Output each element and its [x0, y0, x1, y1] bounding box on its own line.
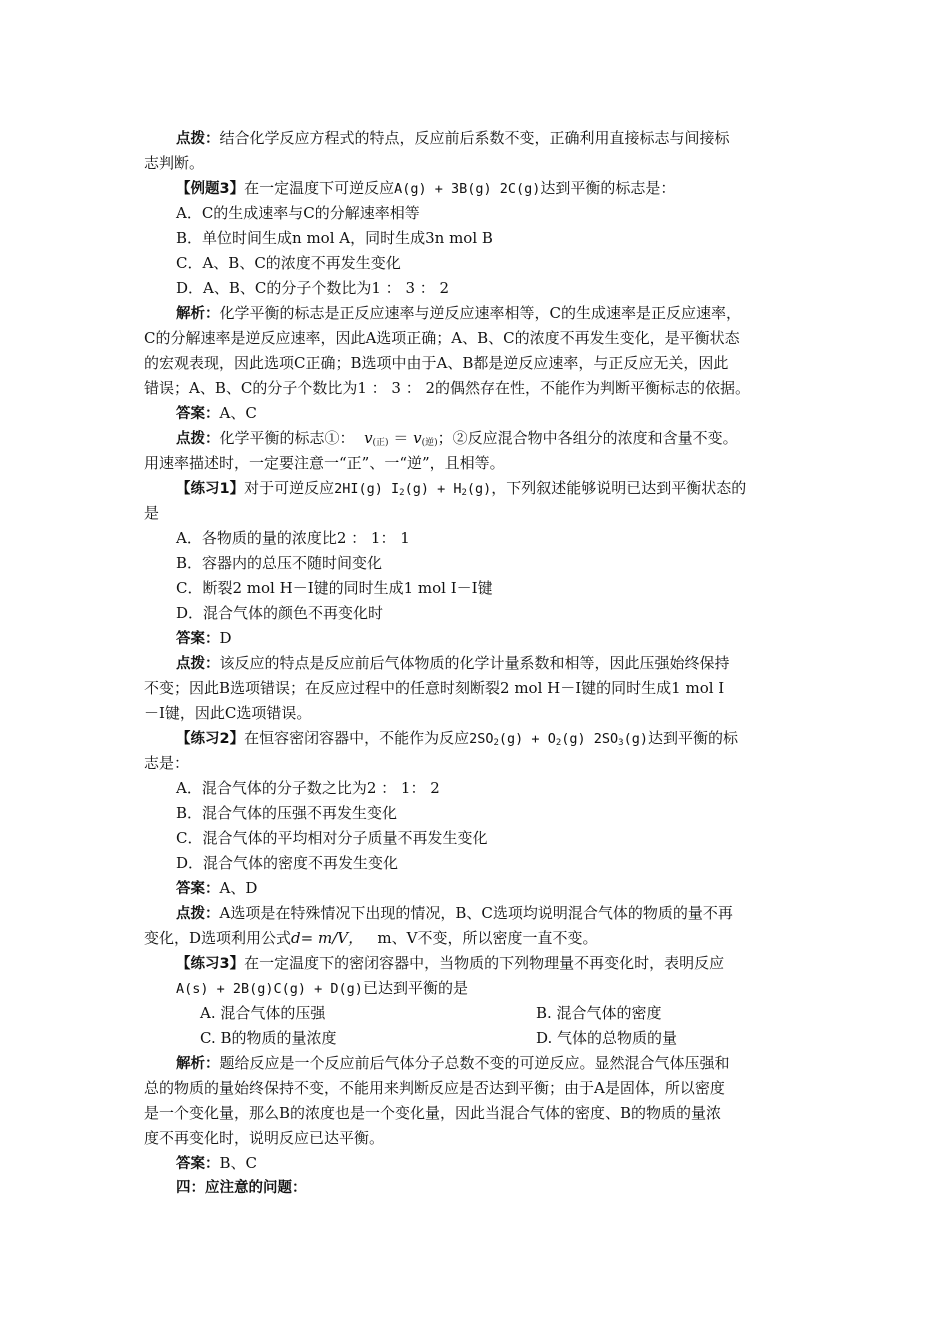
example-3-option-c: C．A、B、C的浓度不再发生变化	[176, 254, 401, 272]
practice-1-question: 【练习1】对于可逆反应2HI(g) $I_2(g) + H_2(g)$，下列叙述能够说明已达到平衡状态的	[176, 479, 747, 498]
hint-paragraph-3: 点拨：该反应的特点是反应前后气体物质的化学计量系数和相等，因此压强始终保持	[176, 654, 730, 672]
analysis-paragraph-2-line-2: 总的物质的量始终保持不变，不能用来判断反应是否达到平衡；由于A是固体，所以密度	[144, 1079, 725, 1097]
answer-4: 答案：B、C	[176, 1154, 258, 1172]
equation: $2SO_2(g) + O_2(g)$ $2SO_3(g)$	[469, 731, 648, 748]
density-formula: d= m/V，	[291, 929, 364, 947]
practice-1-option-d: D．混合气体的颜色不再变化时	[176, 604, 384, 622]
hint-paragraph-1: 点拨：结合化学反应方程式的特点，反应前后系数不变，正确利用直接标志与间接标	[176, 129, 730, 147]
practice-2-question-line-2: 志是：	[144, 754, 190, 772]
practice-2-option-a: A．混合气体的分子数之比为2 ： 1： 2	[176, 779, 440, 797]
hint-paragraph-1-cont: 志判断。	[144, 154, 205, 172]
practice-1-question-line-2: 是	[144, 504, 160, 522]
hint-paragraph-4: 点拨：A选项是在特殊情况下出现的情况，B、C选项均说明混合气体的物质的量不再	[176, 904, 733, 922]
practice-2-option-c: C．混合气体的平均相对分子质量不再发生变化	[176, 829, 488, 847]
practice-1-option-b: B．容器内的总压不随时间变化	[176, 554, 383, 572]
hint-paragraph-3-line-2: 不变；因此B选项错误；在反应过程中的任意时刻断裂2 mol H－I键的同时生成1 mol I	[144, 679, 725, 697]
answer-2: 答案：D	[176, 629, 232, 647]
example-3-option-b: B．单位时间生成n mol A，同时生成3n mol B	[176, 229, 493, 247]
practice-3-question: 【练习3】在一定温度下的密闭容器中，当物质的下列物理量不再变化时，表明反应	[176, 954, 725, 972]
equation: A(g) + 3B(g) 2C(g)	[394, 181, 541, 197]
hint-paragraph-3-line-3: －I键，因此C选项错误。	[144, 704, 312, 722]
practice-3-question-line-2: A(s) + 2B(g)C(g) + D(g)已达到平衡的是	[176, 979, 468, 997]
practice-3-option-c: C. B的物质的量浓度	[200, 1029, 337, 1047]
analysis-paragraph-1-line-4: 错误；A、B、C的分子个数比为1 ： 3 ： 2的偶然存在性，不能作为判断平衡标志的依据。	[144, 379, 751, 397]
analysis-paragraph-1: 解析：化学平衡的标志是正反应速率与逆反应速率相等，C的生成速率是正反应速率，	[176, 304, 741, 322]
practice-3-option-b: B. 混合气体的密度	[536, 1004, 662, 1022]
equation: A(s) + 2B(g)C(g) + D(g)	[176, 981, 363, 997]
hint-label: 点拨：	[176, 131, 220, 147]
answer-3: 答案：A、D	[176, 879, 258, 897]
analysis-paragraph-2: 解析：题给反应是一个反应前后气体分子总数不变的可逆反应。显然混合气体压强和	[176, 1054, 730, 1072]
practice-2-option-b: B．混合气体的压强不再发生变化	[176, 804, 398, 822]
analysis-paragraph-1-line-2: C的分解速率是逆反应速率，因此A选项正确；A、B、C的浓度不再发生变化，是平衡状态	[144, 329, 740, 347]
example-3-option-d: D．A、B、C的分子个数比为1 ： 3 ： 2	[176, 279, 450, 297]
practice-2-question: 【练习2】在恒容密闭容器中，不能作为反应$2SO_2(g) + O_2(g)$ $2SO_3(g)$达到平衡的标	[176, 729, 738, 748]
example-3-question: 【例题3】在一定温度下可逆反应A(g) + 3B(g) 2C(g)达到平衡的标志是：	[176, 179, 676, 197]
practice-3-option-d: D. 气体的总物质的量	[536, 1029, 678, 1047]
practice-3-option-a: A. 混合气体的压强	[200, 1004, 326, 1022]
hint-paragraph-2-line-2: 用速率描述时，一定要注意一“正”、一“逆”，且相等。	[144, 454, 505, 472]
practice-1-option-a: A．各物质的量的浓度比2 ： 1： 1	[176, 529, 410, 547]
answer-1: 答案：A、C	[176, 404, 257, 422]
analysis-paragraph-2-line-4: 度不再变化时，说明反应已达平衡。	[144, 1129, 385, 1147]
example-3-option-a: A．C的生成速率与C的分解速率相等	[176, 204, 420, 222]
practice-1-option-c: C．断裂2 mol H－I键的同时生成1 mol I－I键	[176, 579, 493, 597]
section-heading-4: 四：应注意的问题：	[176, 1180, 307, 1196]
analysis-paragraph-2-line-3: 是一个变化量，那么B的浓度也是一个变化量，因此当混合气体的密度、B的物质的量浓	[144, 1104, 722, 1122]
equation: 2HI(g) $I_2(g) + H_2(g)$	[334, 481, 492, 498]
analysis-paragraph-1-line-3: 的宏观表现，因此选项C正确；B选项中由于A、B都是逆反应速率，与正反应无关，因此	[144, 354, 729, 372]
practice-2-option-d: D．混合气体的密度不再发生变化	[176, 854, 399, 872]
hint-paragraph-2: 点拨：化学平衡的标志①： $v_{(正)} = v_{(逆)}$；②反应混合物中各组分的浓度和含量不变。	[176, 429, 738, 448]
hint-paragraph-4-line-2: 变化，D选项利用公式d= m/V， m、V不变，所以密度一直不变。	[144, 929, 598, 947]
